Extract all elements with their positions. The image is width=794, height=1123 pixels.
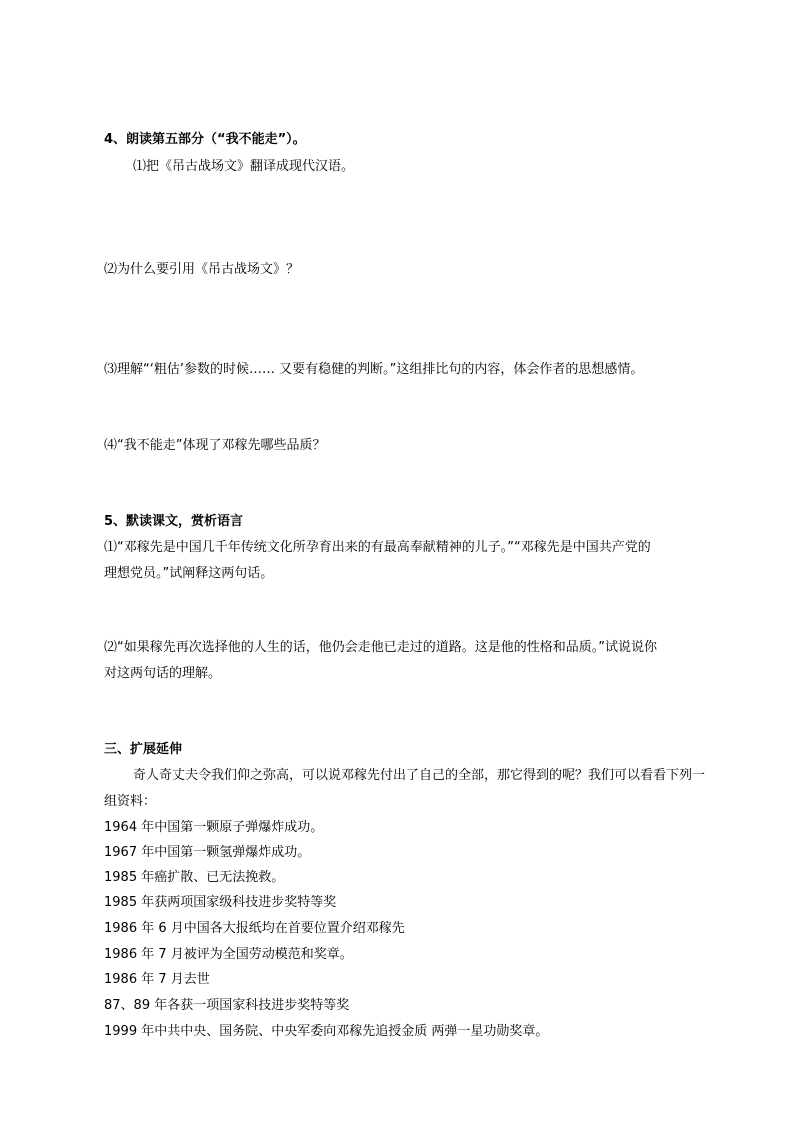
fact-list-item: 1986 年 7 月去世	[104, 972, 210, 987]
fact-list-item: 1986 年 6 月中国各大报纸均在首要位置介绍邓稼先	[104, 921, 405, 936]
section-3-intro-line-2: 组资料：	[104, 794, 157, 809]
question-4-sub-2: ⑵为什么要引用《吊古战场文》？	[104, 262, 300, 277]
question-5-sub-2-line-2: 对这两句话的理解。	[104, 666, 222, 681]
fact-list-item: 1967 年中国第一颗氢弹爆炸成功。	[104, 845, 311, 860]
fact-list-item: 1964 年中国第一颗原子弹爆炸成功。	[104, 820, 324, 835]
fact-list-item: 1986 年 7 月被评为全国劳动模范和奖章。	[104, 947, 353, 962]
question-4-sub-4: ⑷“我不能走”体现了邓稼先哪些品质？	[104, 438, 326, 453]
question-4-sub-1: ⑴把《吊古战场文》翻译成现代汉语。	[133, 159, 355, 174]
question-4-heading: 4、朗读第五部分（“我不能走”）。	[104, 132, 306, 147]
question-5-heading: 5、默读课文，赏析语言	[104, 514, 244, 529]
fact-list-item: 1985 年癌扩散、已无法挽救。	[104, 870, 285, 885]
section-3-heading: 三、扩展延伸	[104, 742, 183, 757]
question-5-sub-1-line-2: 理想党员。”试阐释这两句话。	[104, 566, 274, 581]
fact-list-item: 1985 年获两项国家级科技进步奖特等奖	[104, 895, 337, 910]
section-3-intro-line-1: 奇人奇丈夫令我们仰之弥高，可以说邓稼先付出了自己的全部，那它得到的呢？我们可以看看下列一	[133, 768, 706, 783]
fact-list-item: 1999 年中共中央、国务院、中央军委向邓稼先追授金质 两弹一星功勋奖章。	[104, 1024, 549, 1039]
question-4-sub-3: ⑶理解“‘粗估’参数的时候…… 又要有稳健的判断。”这组排比句的内容，体会作者的思想感情。	[104, 362, 644, 377]
question-5-sub-2-line-1: ⑵“如果稼先再次选择他的人生的话，他仍会走他已走过的道路。这是他的性格和品质。”试说说你	[104, 640, 657, 655]
question-5-sub-1-line-1: ⑴“邓稼先是中国几千年传统文化所孕育出来的有最高奉献精神的儿子。”“邓稼先是中国共产党的	[104, 540, 651, 555]
fact-list-item: 87、89 年各获一项国家科技进步奖特等奖	[104, 998, 350, 1013]
